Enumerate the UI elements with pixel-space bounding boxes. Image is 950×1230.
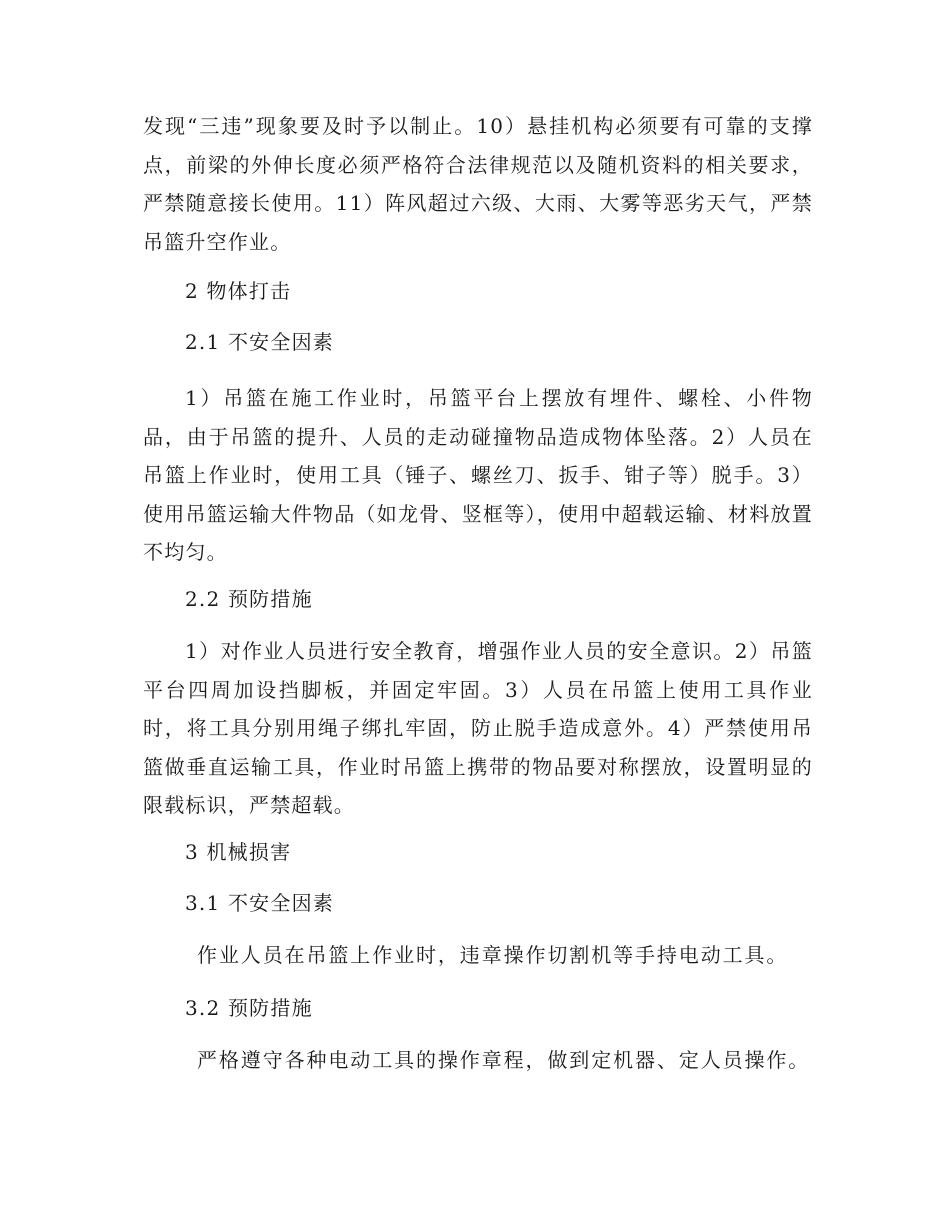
paragraph-unsafe-factors-object-strike: 1）吊篮在施工作业时，吊篮平台上摆放有埋件、螺栓、小件物品，由于吊篮的提升、人员的走动碰撞物品造成物体坠落。2）人员在吊篮上作业时，使用工具（锤子、螺丝刀、扳手、钳子等）脱手。3）使用吊篮运输大件物品（如龙骨、竖框等），使用中超载运输、材料放置不均匀。 xyxy=(143,386,813,565)
paragraph-unsafe-factors-mechanical: 作业人员在吊篮上作业时，违章操作切割机等手持电动工具。 xyxy=(197,943,789,967)
paragraph-suspension-rules: 发现“三违”现象要及时予以制止。10）悬挂机构必须要有可靠的支撑点，前梁的外伸长度必须严格符合法律规范以及随机资料的相关要求，严禁随意接长使用。11）阵风超过六级、大雨、大雾等恶劣天气，严禁吊篮升空作业。 xyxy=(143,114,813,254)
subsection-heading-prevention-2-2: 2.2 预防措施 xyxy=(185,587,313,611)
paragraph-prevention-object-strike: 1）对作业人员进行安全教育，增强作业人员的安全意识。2）吊篮平台四周加设挡脚板，并固定牢固。3）人员在吊篮上使用工具作业时，将工具分别用绳子绑扎牢固，防止脱手造成意外。4）严禁使用吊篮做垂直运输工具，作业时吊篮上携带的物品要对称摆放，设置明显的限载标识，严禁超载。 xyxy=(143,639,813,818)
section-heading-mechanical-injury: 3 机械损害 xyxy=(185,840,292,864)
subsection-heading-unsafe-factors-2-1: 2.1 不安全因素 xyxy=(185,330,334,354)
paragraph-prevention-mechanical: 严格遵守各种电动工具的操作章程，做到定机器、定人员操作。 xyxy=(197,1048,811,1072)
section-heading-object-strike: 2 物体打击 xyxy=(185,279,292,303)
subsection-heading-prevention-3-2: 3.2 预防措施 xyxy=(185,996,313,1020)
subsection-heading-unsafe-factors-3-1: 3.1 不安全因素 xyxy=(185,891,334,915)
